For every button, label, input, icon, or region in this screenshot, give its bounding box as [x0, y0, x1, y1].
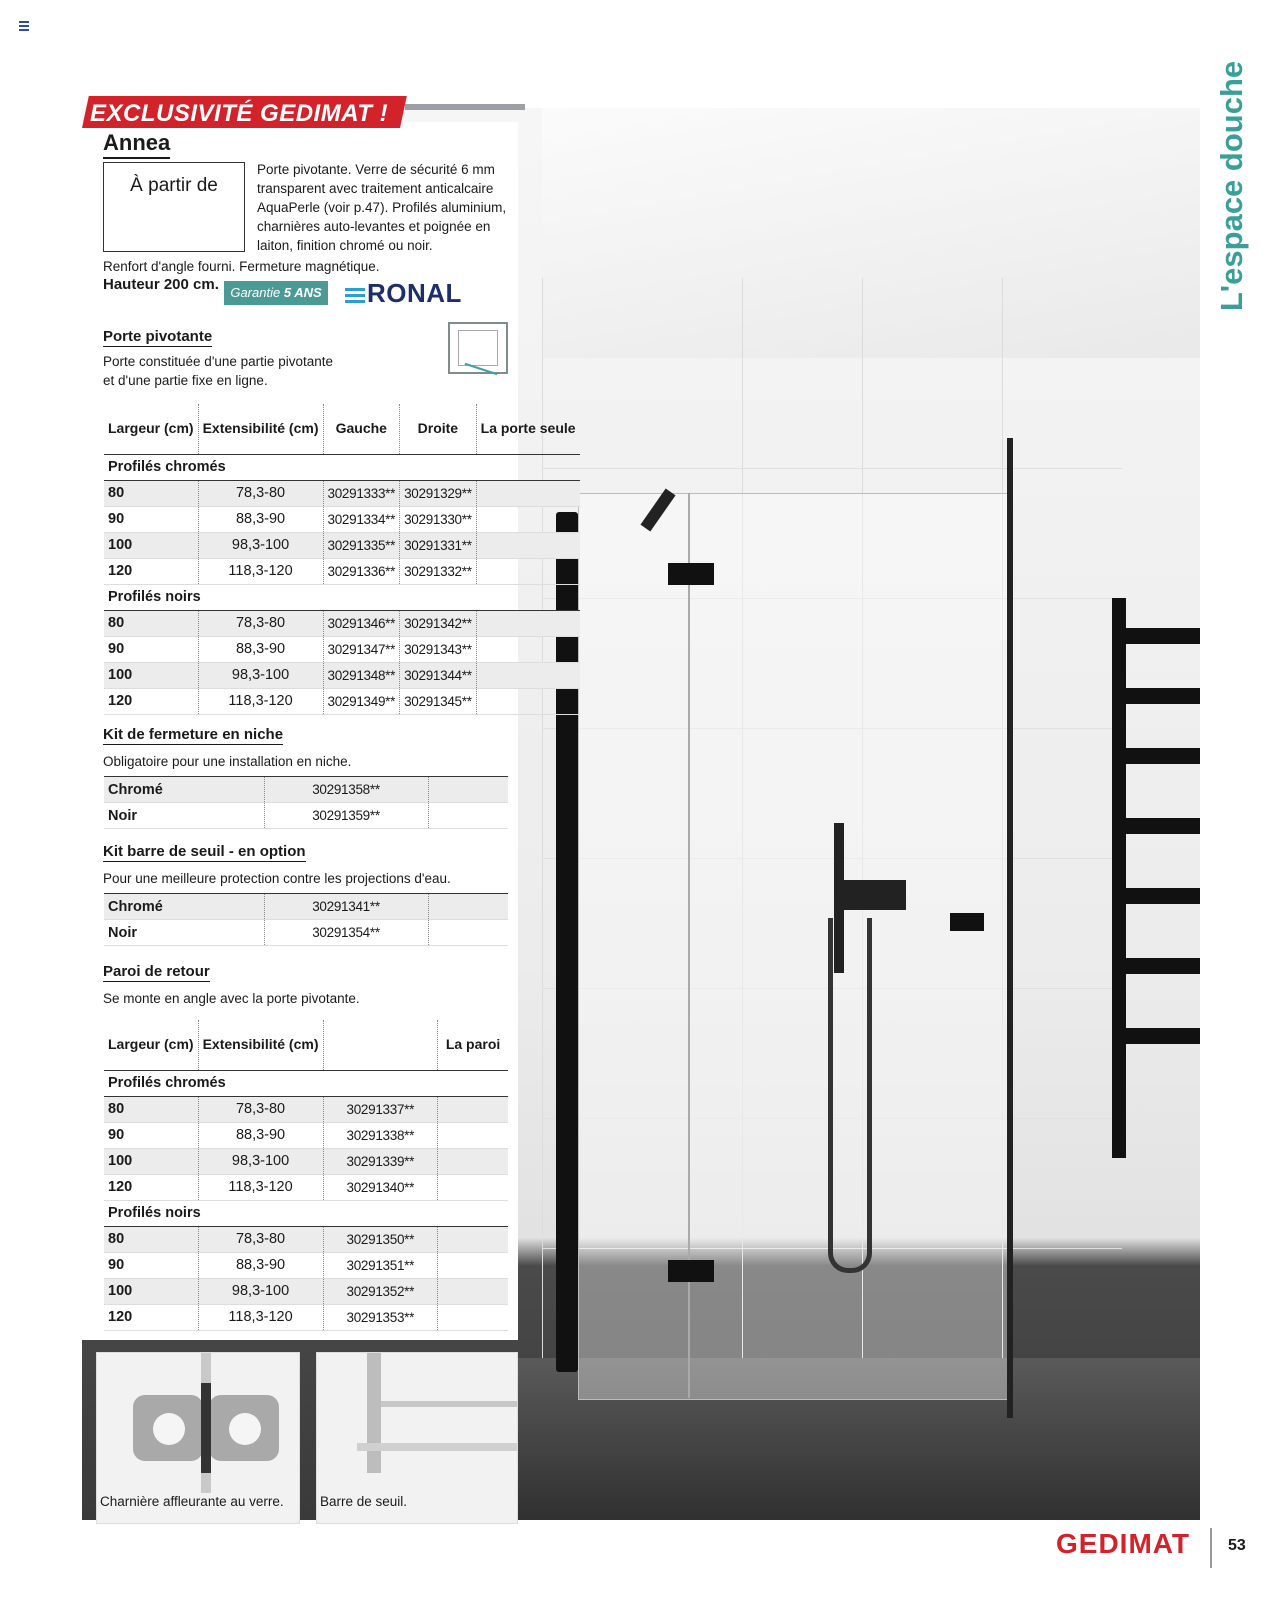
table-row — [104, 1174, 508, 1200]
table-cell: 98,3-100 — [198, 662, 323, 688]
ronal-lines-icon — [345, 285, 365, 306]
table-cell — [438, 1304, 508, 1330]
section-title-porte-pivotante: Porte pivotante — [103, 328, 213, 345]
price-label: À partir de — [130, 175, 218, 196]
section-desc-kit-niche: Obligatoire pour une installation en niche. — [103, 754, 352, 769]
table-cell: 30291343** — [400, 636, 477, 662]
table-row — [104, 1122, 508, 1148]
black-profile-right — [1007, 438, 1013, 1418]
table-row — [104, 1148, 508, 1174]
table-cell — [438, 1096, 508, 1122]
table-cell: 120 — [104, 1174, 198, 1200]
table-cell: 30291339** — [323, 1148, 438, 1174]
table-cell: 30291358** — [264, 777, 428, 803]
table-cell — [476, 662, 579, 688]
side-section-title: L'espace douche — [1214, 60, 1249, 312]
table-cell: 30291354** — [264, 920, 428, 946]
table-cell: 88,3-90 — [198, 1122, 323, 1148]
section-title-barre-seuil: Kit barre de seuil - en option — [103, 843, 306, 860]
barre-seuil-table — [104, 893, 508, 946]
col-header: Largeur (cm) — [104, 404, 198, 454]
warranty-badge: Garantie 5 ANS — [224, 281, 328, 305]
table-row — [104, 480, 580, 506]
ceiling — [542, 108, 1200, 358]
table-row — [104, 558, 580, 584]
table-row — [104, 1226, 508, 1252]
hinge-top — [668, 563, 714, 585]
table-row — [104, 610, 580, 636]
section-desc-porte-pivotante: Porte constituée d'une partie pivotante et d'une partie fixe en ligne. — [103, 354, 333, 388]
profile-group-label: Profilés chromés — [104, 454, 580, 480]
table-cell — [476, 506, 579, 532]
porte-pivotante-table — [104, 404, 580, 715]
table-cell: 30291338** — [323, 1122, 438, 1148]
table-cell: 30291344** — [400, 662, 477, 688]
table-row — [104, 506, 580, 532]
table-cell: 30291329** — [400, 480, 477, 506]
product-description: Porte pivotante. Verre de sécurité 6 mm transparent avec traitement anticalcaire AquaPerle (voir p.47). Profilés aluminium, charnières auto-levantes et poignée en laiton, finition chromé ou noir. — [257, 162, 507, 253]
table-cell: 98,3-100 — [198, 532, 323, 558]
table-row — [104, 1252, 508, 1278]
table-cell: 30291353** — [323, 1304, 438, 1330]
door-schema-icon — [448, 322, 508, 374]
table-cell — [476, 558, 579, 584]
section-desc-paroi-retour: Se monte en angle avec la porte pivotante. — [103, 991, 360, 1006]
table-cell — [428, 777, 508, 803]
table-cell: 30291330** — [400, 506, 477, 532]
table-cell — [476, 688, 579, 714]
table-cell: 30291331** — [400, 532, 477, 558]
shower-hose — [828, 918, 872, 1273]
table-cell: 100 — [104, 1148, 198, 1174]
kit-niche-table — [104, 776, 508, 829]
table-cell — [476, 636, 579, 662]
table-cell: 90 — [104, 636, 198, 662]
profile-group-row — [104, 454, 580, 480]
table-cell: 30291337** — [323, 1096, 438, 1122]
table-cell: 30291348** — [323, 662, 400, 688]
table-cell: 30291346** — [323, 610, 400, 636]
table-cell: 30291334** — [323, 506, 400, 532]
table-cell: 30291335** — [323, 532, 400, 558]
table-cell: 120 — [104, 1304, 198, 1330]
table-cell: 78,3-80 — [198, 1096, 323, 1122]
gedimat-logo: GEDIMAT — [1056, 1528, 1191, 1559]
table-cell: 30291341** — [264, 894, 428, 920]
table-cell — [476, 480, 579, 506]
threshold-illustration — [317, 1353, 517, 1493]
table-cell — [438, 1148, 508, 1174]
table-cell — [438, 1278, 508, 1304]
table-cell: 80 — [104, 480, 198, 506]
product-title: Annea — [103, 130, 170, 159]
table-cell: 30291345** — [400, 688, 477, 714]
table-cell: 30291349** — [323, 688, 400, 714]
table-row — [104, 894, 508, 920]
table-cell: 88,3-90 — [198, 636, 323, 662]
table-cell: 30291336** — [323, 558, 400, 584]
col-header: Droite — [400, 404, 477, 454]
profile-group-label: Profilés noirs — [104, 1200, 508, 1226]
table-cell: 30291342** — [400, 610, 477, 636]
table-cell — [476, 610, 579, 636]
table-cell: 30291359** — [264, 803, 428, 829]
section-desc-barre-seuil: Pour une meilleure protection contre les projections d'eau. — [103, 871, 451, 886]
col-header — [323, 1020, 438, 1070]
profile-group-label: Profilés chromés — [104, 1070, 508, 1096]
table-cell: 120 — [104, 688, 198, 714]
hinge-bottom — [668, 1260, 714, 1282]
table-cell: 98,3-100 — [198, 1278, 323, 1304]
glass-door — [578, 493, 1010, 1400]
section-title-paroi-retour: Paroi de retour — [103, 963, 210, 980]
table-cell: 100 — [104, 1278, 198, 1304]
table-cell: 80 — [104, 1226, 198, 1252]
table-cell: 88,3-90 — [198, 1252, 323, 1278]
table-cell: 98,3-100 — [198, 1148, 323, 1174]
table-cell: 30291352** — [323, 1278, 438, 1304]
shower-mixer — [844, 880, 906, 910]
table-cell: 118,3-120 — [198, 558, 323, 584]
table-cell: 78,3-80 — [198, 610, 323, 636]
table-cell — [438, 1226, 508, 1252]
col-header: Gauche — [323, 404, 400, 454]
table-row — [104, 532, 580, 558]
table-row — [104, 1096, 508, 1122]
towel-radiator — [1112, 598, 1126, 1158]
profile-group-row — [104, 1070, 508, 1096]
table-cell: 118,3-120 — [198, 1174, 323, 1200]
table-cell: 80 — [104, 610, 198, 636]
product-description-2: Renfort d'angle fourni. Fermeture magnétique. — [103, 259, 380, 274]
table-cell — [438, 1252, 508, 1278]
table-cell — [438, 1122, 508, 1148]
profile-group-row — [104, 584, 580, 610]
paroi-retour-table — [104, 1020, 508, 1331]
table-cell: 120 — [104, 558, 198, 584]
door-handle — [950, 913, 984, 931]
table-cell: 118,3-120 — [198, 1304, 323, 1330]
table-row — [104, 662, 580, 688]
table-cell: 30291333** — [323, 480, 400, 506]
table-cell — [428, 894, 508, 920]
table-cell: 78,3-80 — [198, 480, 323, 506]
menu-icon[interactable] — [19, 21, 29, 33]
table-cell: 100 — [104, 662, 198, 688]
price-box — [103, 162, 245, 252]
table-cell: 78,3-80 — [198, 1226, 323, 1252]
table-cell: 90 — [104, 1122, 198, 1148]
caption-threshold: Barre de seuil. — [320, 1494, 408, 1509]
table-row — [104, 688, 580, 714]
page-number: 53 — [1228, 1537, 1246, 1554]
profile-group-row — [104, 1200, 508, 1226]
table-cell: Chromé — [104, 777, 264, 803]
section-title-kit-niche: Kit de fermeture en niche — [103, 726, 284, 743]
table-cell: 30291350** — [323, 1226, 438, 1252]
table-row — [104, 1304, 508, 1330]
col-header: La porte seule — [480, 420, 576, 437]
table-cell: 100 — [104, 532, 198, 558]
table-cell: 88,3-90 — [198, 506, 323, 532]
table-cell: 90 — [104, 506, 198, 532]
table-cell: Noir — [104, 803, 264, 829]
col-header: Extensibilité (cm) — [198, 404, 323, 454]
table-cell — [476, 532, 579, 558]
table-cell: 30291332** — [400, 558, 477, 584]
col-header: La paroi — [445, 1036, 501, 1053]
table-row — [104, 1278, 508, 1304]
table-row — [104, 803, 508, 829]
table-cell: Noir — [104, 920, 264, 946]
ronal-logo: RONAL — [345, 278, 462, 309]
banner-text: EXCLUSIVITÉ GEDIMAT ! — [90, 100, 389, 127]
table-cell: 80 — [104, 1096, 198, 1122]
table-cell: 30291351** — [323, 1252, 438, 1278]
table-cell — [428, 920, 508, 946]
table-cell: 30291340** — [323, 1174, 438, 1200]
table-row — [104, 920, 508, 946]
profile-group-label: Profilés noirs — [104, 584, 580, 610]
product-height: Hauteur 200 cm. — [103, 276, 219, 293]
table-cell: Chromé — [104, 894, 264, 920]
table-cell — [438, 1174, 508, 1200]
hinge-illustration — [97, 1353, 299, 1493]
table-cell — [428, 803, 508, 829]
caption-hinge: Charnière affleurante au verre. — [100, 1494, 284, 1509]
table-cell: 30291347** — [323, 636, 400, 662]
table-cell: 118,3-120 — [198, 688, 323, 714]
table-row — [104, 777, 508, 803]
table-cell: 90 — [104, 1252, 198, 1278]
table-row — [104, 636, 580, 662]
col-header: Extensibilité (cm) — [198, 1020, 323, 1070]
col-header: Largeur (cm) — [104, 1020, 198, 1070]
